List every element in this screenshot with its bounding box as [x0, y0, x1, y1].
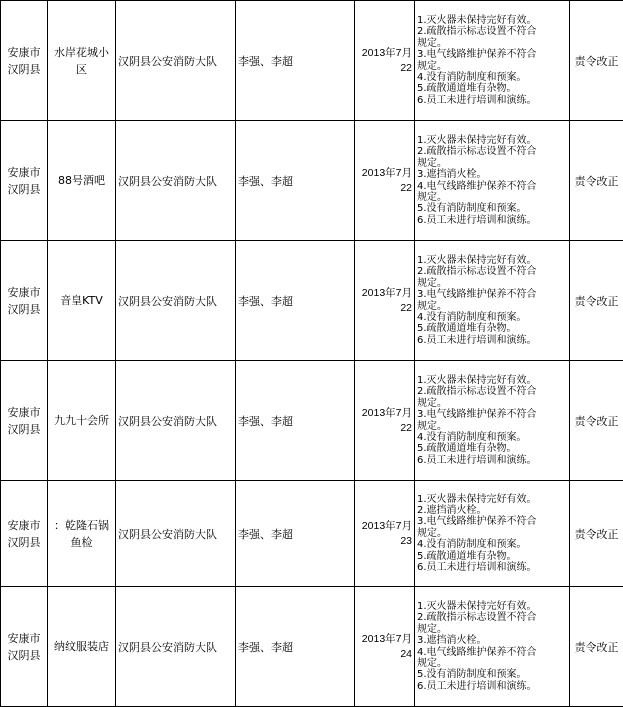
issues-cell	[415, 121, 570, 241]
issue-line: 6.员工未进行培训和演练。	[417, 455, 567, 466]
issues-cell	[415, 1, 570, 121]
date-text: 2013年7月24	[362, 633, 412, 660]
issue-line: 3.电气线路维护保养不符合	[417, 49, 567, 60]
issue-line: 5.没有消防制度和预案。	[417, 669, 567, 680]
inspectors-text: 李强、李超	[238, 295, 293, 308]
issue-line: 3.遮挡消火栓。	[417, 169, 567, 180]
issue-line: 5.疏散通道堆有杂物。	[417, 551, 567, 562]
date-cell	[355, 361, 415, 481]
date-text: 2013年7月22	[362, 287, 412, 314]
area-cell	[1, 361, 48, 481]
issues-cell	[415, 361, 570, 481]
inspectors-text: 李强、李超	[238, 175, 293, 188]
area-cell	[1, 587, 48, 707]
area-cell	[1, 1, 48, 121]
table-row	[1, 481, 623, 587]
date-text: 2013年7月22	[362, 407, 412, 434]
issue-line: 2.遮挡消火栓。	[417, 505, 567, 516]
inspection-table-body	[1, 1, 623, 707]
area-text: 安康市汉阴县	[8, 406, 41, 436]
issue-line: 6.员工未进行培训和演练。	[417, 95, 567, 106]
issue-line: 6.员工未进行培训和演练。	[417, 215, 567, 226]
issue-line: 4.电气线路维护保养不符合	[417, 181, 567, 192]
issue-line: 4.没有消防制度和预案。	[417, 72, 567, 83]
unit-cell	[116, 361, 236, 481]
issue-line: 规定。	[417, 301, 567, 312]
inspectors-cell	[236, 241, 355, 361]
venue-text: 水岸花城小区	[54, 46, 109, 76]
issue-line: 2.疏散指示标志设置不符合	[417, 266, 567, 277]
unit-cell	[116, 1, 236, 121]
venue-cell	[48, 1, 116, 121]
issue-line: 4.没有消防制度和预案。	[417, 539, 567, 550]
issue-line: 6.员工未进行培训和演练。	[417, 681, 567, 692]
issue-line: 1.灭火器未保持完好有效。	[417, 375, 567, 386]
action-text: 责令改正	[575, 55, 619, 68]
issue-line: 规定。	[417, 38, 567, 49]
inspectors-cell	[236, 1, 355, 121]
issue-line: 1.灭火器未保持完好有效。	[417, 494, 567, 505]
inspectors-cell	[236, 121, 355, 241]
issue-line: 规定。	[417, 528, 567, 539]
venue-text: 纳纹服装店	[54, 640, 109, 653]
table-row	[1, 241, 623, 361]
issue-line: 规定。	[417, 658, 567, 669]
inspectors-cell	[236, 361, 355, 481]
inspectors-text: 李强、李超	[238, 528, 293, 541]
issue-line: 4.电气线路维护保养不符合	[417, 647, 567, 658]
inspectors-cell	[236, 481, 355, 587]
area-text: 安康市汉阴县	[8, 46, 41, 76]
unit-cell	[116, 241, 236, 361]
venue-cell	[48, 361, 116, 481]
inspectors-text: 李强、李超	[238, 415, 293, 428]
issue-line: 2.疏散指示标志设置不符合	[417, 26, 567, 37]
date-text: 2013年7月22	[362, 47, 412, 74]
issues-cell	[415, 481, 570, 587]
issue-line: 2.疏散指示标志设置不符合	[417, 146, 567, 157]
issue-line: 6.员工未进行培训和演练。	[417, 335, 567, 346]
issue-line: 2.疏散指示标志设置不符合	[417, 386, 567, 397]
date-text: 2013年7月23	[362, 520, 412, 547]
action-cell	[570, 121, 623, 241]
venue-text: 88号酒吧	[58, 174, 105, 187]
issue-line: 3.电气线路维护保养不符合	[417, 409, 567, 420]
unit-text: 汉阴县公安消防大队	[118, 295, 217, 308]
date-cell	[355, 121, 415, 241]
issue-line: 5.疏散通道堆有杂物。	[417, 323, 567, 334]
inspectors-text: 李强、李超	[238, 55, 293, 68]
area-text: 安康市汉阴县	[8, 519, 41, 549]
issue-line: 2.疏散指示标志设置不符合	[417, 612, 567, 623]
issue-line: 5.疏散通道堆有杂物。	[417, 443, 567, 454]
issue-line: 规定。	[417, 61, 567, 72]
area-cell	[1, 121, 48, 241]
action-text: 责令改正	[575, 415, 619, 428]
issue-line: 规定。	[417, 624, 567, 635]
venue-cell	[48, 587, 116, 707]
venue-cell	[48, 241, 116, 361]
unit-text: 汉阴县公安消防大队	[118, 175, 217, 188]
action-cell	[570, 481, 623, 587]
venue-text: 九九十会所	[54, 414, 109, 427]
issue-line: 规定。	[417, 421, 567, 432]
unit-text: 汉阴县公安消防大队	[118, 415, 217, 428]
issue-line: 3.遮挡消火栓。	[417, 635, 567, 646]
unit-cell	[116, 481, 236, 587]
date-text: 2013年7月22	[362, 167, 412, 194]
issues-cell	[415, 587, 570, 707]
area-text: 安康市汉阴县	[8, 632, 41, 662]
table-row	[1, 121, 623, 241]
action-text: 责令改正	[575, 295, 619, 308]
issue-line: 规定。	[417, 192, 567, 203]
issue-line: 规定。	[417, 158, 567, 169]
inspectors-cell	[236, 587, 355, 707]
area-text: 安康市汉阴县	[8, 286, 41, 316]
action-text: 责令改正	[575, 528, 619, 541]
unit-text: 汉阴县公安消防大队	[118, 641, 217, 654]
area-cell	[1, 241, 48, 361]
date-cell	[355, 587, 415, 707]
date-cell	[355, 481, 415, 587]
issue-line: 5.没有消防制度和预案。	[417, 203, 567, 214]
action-text: 责令改正	[575, 641, 619, 654]
venue-text: 音皇KTV	[60, 294, 103, 307]
table-row	[1, 587, 623, 707]
venue-cell	[48, 481, 116, 587]
issue-line: 5.疏散通道堆有杂物。	[417, 83, 567, 94]
unit-text: 汉阴县公安消防大队	[118, 55, 217, 68]
date-cell	[355, 241, 415, 361]
issue-line: 3.电气线路维护保养不符合	[417, 516, 567, 527]
unit-cell	[116, 121, 236, 241]
issue-line: 1.灭火器未保持完好有效。	[417, 15, 567, 26]
issue-line: 1.灭火器未保持完好有效。	[417, 255, 567, 266]
action-cell	[570, 361, 623, 481]
issue-line: 1.灭火器未保持完好有效。	[417, 135, 567, 146]
issue-line: 4.没有消防制度和预案。	[417, 432, 567, 443]
area-text: 安康市汉阴县	[8, 166, 41, 196]
unit-cell	[116, 587, 236, 707]
venue-text: ：乾隆石锅鱼检	[54, 519, 109, 549]
action-text: 责令改正	[575, 175, 619, 188]
date-cell	[355, 1, 415, 121]
issue-line: 1.灭火器未保持完好有效。	[417, 601, 567, 612]
area-cell	[1, 481, 48, 587]
unit-text: 汉阴县公安消防大队	[118, 528, 217, 541]
action-cell	[570, 241, 623, 361]
table-row	[1, 1, 623, 121]
action-cell	[570, 587, 623, 707]
venue-cell	[48, 121, 116, 241]
table-row	[1, 361, 623, 481]
issue-line: 6.员工未进行培训和演练。	[417, 562, 567, 573]
issue-line: 规定。	[417, 278, 567, 289]
issues-cell	[415, 241, 570, 361]
issue-line: 规定。	[417, 398, 567, 409]
action-cell	[570, 1, 623, 121]
issue-line: 3.电气线路维护保养不符合	[417, 289, 567, 300]
inspectors-text: 李强、李超	[238, 641, 293, 654]
issue-line: 4.没有消防制度和预案。	[417, 312, 567, 323]
